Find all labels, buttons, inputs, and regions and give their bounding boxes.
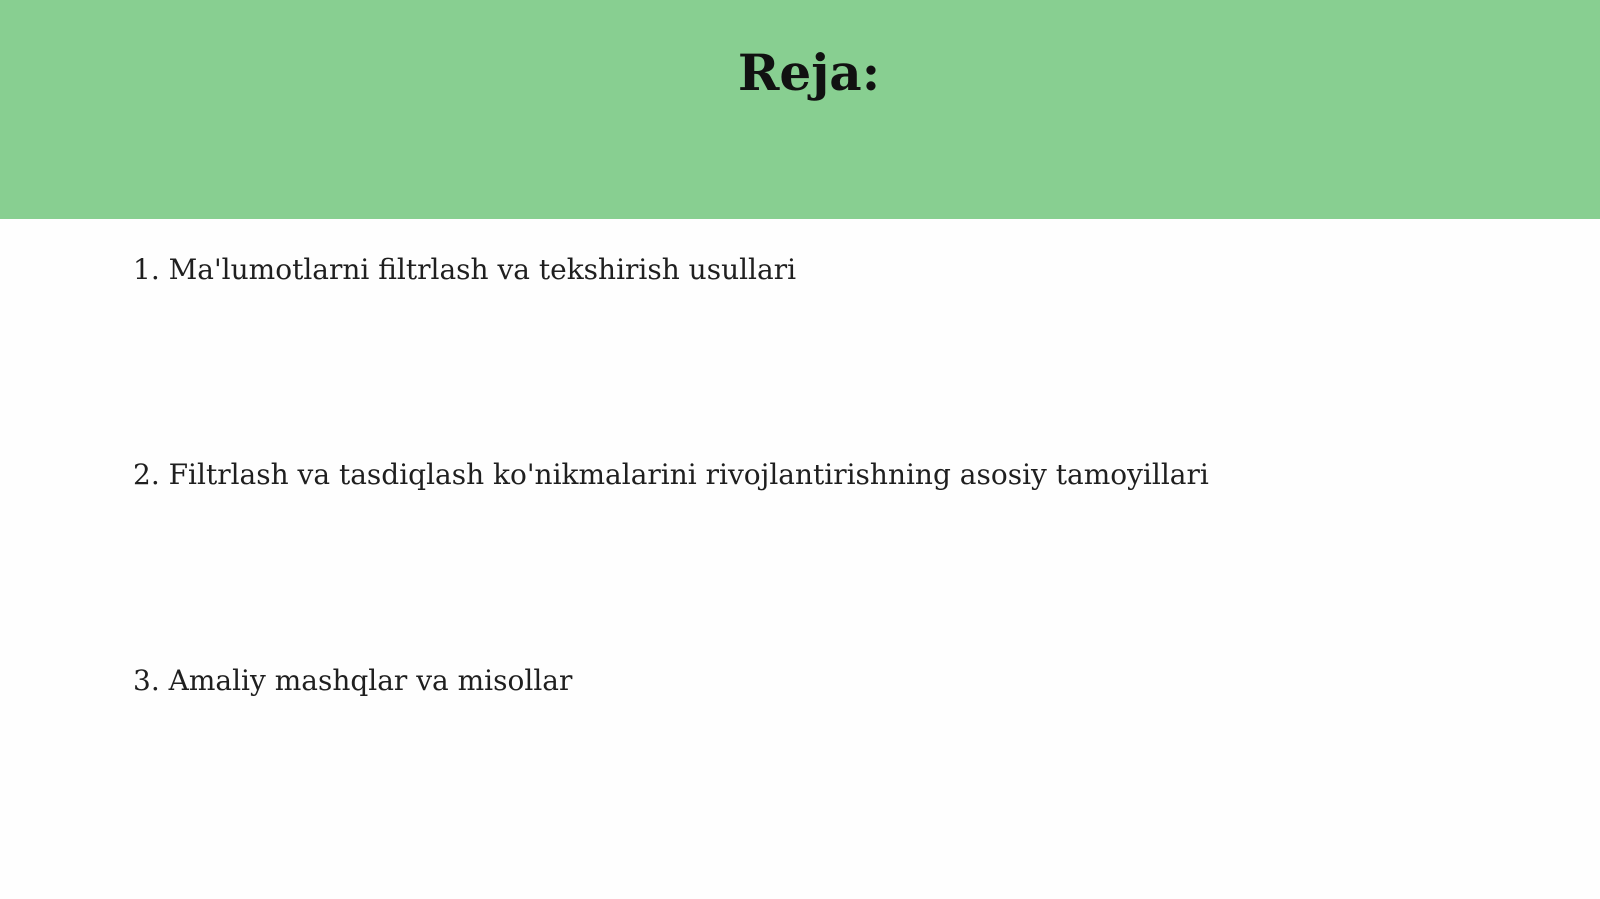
plan-item-1: 1. Ma'lumotlarni filtrlash va tekshirish usullari — [133, 253, 797, 286]
plan-item-3: 3. Amaliy mashqlar va misollar — [133, 664, 573, 697]
slide-title: Reja: — [737, 43, 881, 102]
plan-item-2: 2. Filtrlash va tasdiqlash ko'nikmalarini rivojlantirishning asosiy tamoyillari — [133, 458, 1209, 491]
header-band — [0, 0, 1600, 219]
